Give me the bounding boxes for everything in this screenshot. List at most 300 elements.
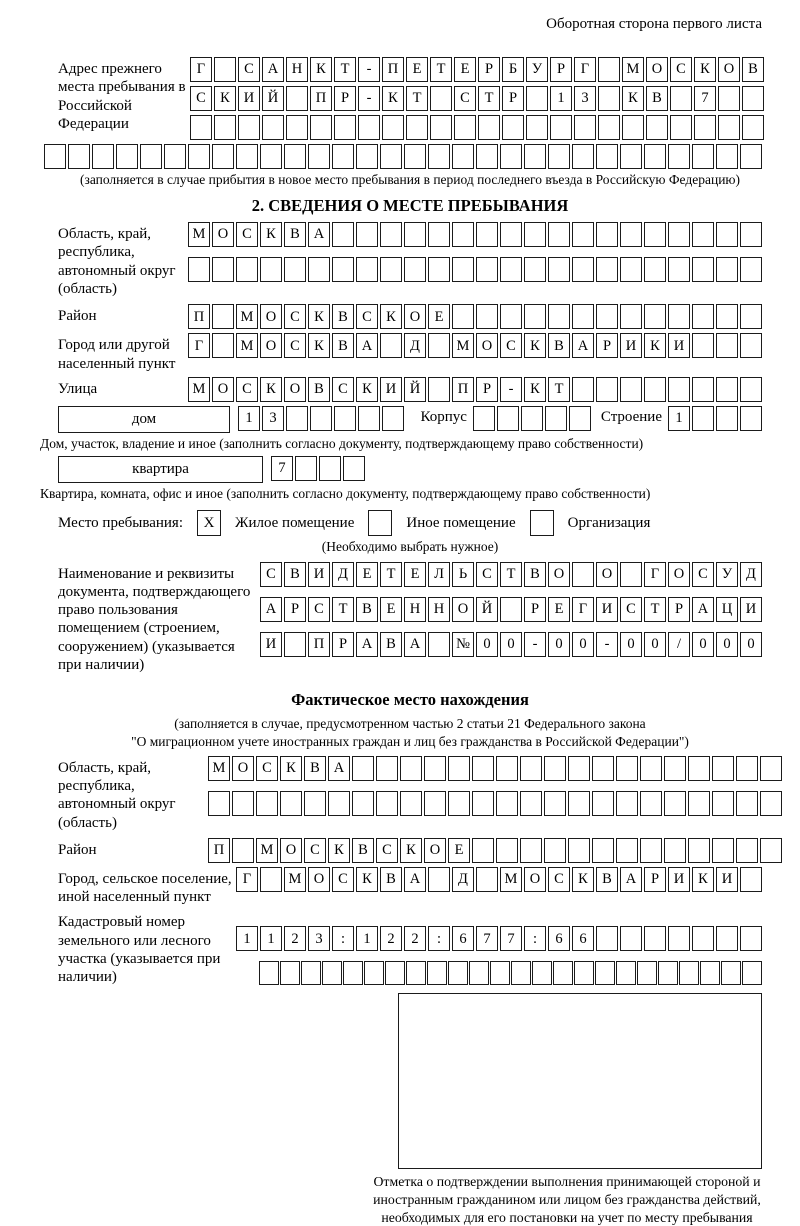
char-box (496, 756, 518, 781)
stroenie-row (668, 406, 762, 431)
char-box (544, 756, 566, 781)
char-box (692, 304, 714, 329)
char-box (716, 333, 738, 358)
char-box (572, 377, 594, 402)
char-box: Р (502, 86, 524, 111)
char-box: О (524, 867, 546, 892)
cadastre-row-1 (236, 926, 762, 951)
char-box: К (280, 756, 302, 781)
char-box: 0 (716, 632, 738, 657)
char-box: Д (404, 333, 426, 358)
char-box (520, 791, 542, 816)
char-box (524, 222, 546, 247)
char-box (670, 86, 692, 111)
char-box (358, 406, 380, 431)
char-box (190, 115, 212, 140)
char-box (500, 257, 522, 282)
char-box (742, 961, 762, 985)
char-box (644, 222, 666, 247)
apartment-row (58, 456, 762, 483)
char-box (740, 144, 762, 169)
char-box (668, 144, 690, 169)
char-box: С (548, 867, 570, 892)
char-box: У (526, 57, 548, 82)
char-box: Т (500, 562, 522, 587)
char-box: К (328, 838, 350, 863)
char-box (476, 304, 498, 329)
char-box (343, 456, 365, 481)
apartment-box: квартира (58, 456, 263, 483)
char-box: Р (668, 597, 690, 622)
char-box: К (356, 867, 378, 892)
char-box (404, 257, 426, 282)
char-box: Р (550, 57, 572, 82)
char-box (712, 791, 734, 816)
char-box: О (424, 838, 446, 863)
char-box: Ь (452, 562, 474, 587)
char-box: В (646, 86, 668, 111)
char-box (319, 456, 341, 481)
char-box: М (188, 222, 210, 247)
char-box (716, 377, 738, 402)
char-box: В (352, 838, 374, 863)
actual-location-title: Фактическое место нахождения (291, 690, 529, 710)
char-box: 7 (476, 926, 498, 951)
char-box: Т (430, 57, 452, 82)
page-header: Оборотная сторона первого листа (546, 16, 762, 32)
char-box (740, 222, 762, 247)
char-box (668, 304, 690, 329)
char-box (664, 791, 686, 816)
char-box: В (742, 57, 764, 82)
char-box (454, 115, 476, 140)
char-box (188, 144, 210, 169)
char-box (553, 961, 573, 985)
char-box: К (644, 333, 666, 358)
char-box (616, 791, 638, 816)
char-box (596, 377, 618, 402)
char-box (476, 222, 498, 247)
char-box: 1 (260, 926, 282, 951)
char-box (620, 377, 642, 402)
char-box (526, 115, 548, 140)
char-box: С (190, 86, 212, 111)
char-box (280, 791, 302, 816)
char-box (428, 257, 450, 282)
char-box: / (668, 632, 690, 657)
char-box (521, 406, 543, 431)
char-box: Д (452, 867, 474, 892)
char-box: И (596, 597, 618, 622)
char-box (760, 791, 782, 816)
char-box (212, 257, 234, 282)
char-box (430, 115, 452, 140)
prev-address-field (58, 57, 762, 140)
char-box: С (236, 377, 258, 402)
apartment-note: Квартира, комната, офис и иное (заполнить согласно документу, подтверждающему право собственности) (40, 486, 651, 502)
char-box: А (328, 756, 350, 781)
char-box (164, 144, 186, 169)
char-box (692, 144, 714, 169)
char-box: О (260, 304, 282, 329)
char-box (692, 222, 714, 247)
char-box: С (670, 57, 692, 82)
char-box (44, 144, 66, 169)
fact-district-field (58, 838, 762, 863)
char-box (428, 333, 450, 358)
char-box (548, 144, 570, 169)
char-box: А (260, 597, 282, 622)
char-box: 1 (668, 406, 690, 431)
char-box: О (280, 838, 302, 863)
char-box (712, 838, 734, 863)
char-box (376, 756, 398, 781)
char-box: И (260, 632, 282, 657)
char-box (620, 926, 642, 951)
char-box (92, 144, 114, 169)
house-row (58, 406, 762, 433)
korpus-label: Корпус (420, 408, 467, 425)
char-box: Е (380, 597, 402, 622)
char-box (544, 838, 566, 863)
char-box (68, 144, 90, 169)
char-box (568, 791, 590, 816)
char-box (644, 377, 666, 402)
house-box: дом (58, 406, 230, 433)
char-box (478, 115, 500, 140)
stay-option-organization-checkbox (530, 510, 554, 536)
char-box: В (304, 756, 326, 781)
char-box: А (356, 632, 378, 657)
char-box: О (596, 562, 618, 587)
char-box: О (232, 756, 254, 781)
char-box: С (256, 756, 278, 781)
char-box (640, 756, 662, 781)
char-box: С (356, 304, 378, 329)
char-box (472, 791, 494, 816)
char-box: Р (334, 86, 356, 111)
char-box: И (620, 333, 642, 358)
char-box: 2 (404, 926, 426, 951)
char-box (428, 222, 450, 247)
char-box: С (260, 562, 282, 587)
street-label: Улица (58, 380, 98, 397)
char-box (592, 791, 614, 816)
char-box: Н (404, 597, 426, 622)
char-box (524, 144, 546, 169)
char-box: 7 (271, 456, 293, 481)
char-box: Р (284, 597, 306, 622)
char-box: Й (262, 86, 284, 111)
char-box (260, 867, 282, 892)
char-box (476, 867, 498, 892)
prev-address-row-3 (190, 115, 764, 140)
char-box (428, 144, 450, 169)
char-box: В (380, 867, 402, 892)
char-box: Т (332, 597, 354, 622)
char-box (574, 115, 596, 140)
char-box: 0 (572, 632, 594, 657)
char-box (668, 257, 690, 282)
char-box (716, 144, 738, 169)
char-box: И (716, 867, 738, 892)
char-box: О (404, 304, 426, 329)
char-box (742, 115, 764, 140)
char-box: О (452, 597, 474, 622)
char-box (500, 304, 522, 329)
char-box (310, 406, 332, 431)
char-box: Й (404, 377, 426, 402)
apartment-number-row (271, 456, 365, 481)
char-box: К (308, 333, 330, 358)
char-box: К (356, 377, 378, 402)
char-box (332, 222, 354, 247)
char-box (524, 257, 546, 282)
char-box: В (548, 333, 570, 358)
char-box: У (716, 562, 738, 587)
char-box (644, 144, 666, 169)
char-box (500, 222, 522, 247)
char-box: О (284, 377, 306, 402)
char-box (284, 632, 306, 657)
char-box (400, 791, 422, 816)
char-box (301, 961, 321, 985)
char-box (760, 838, 782, 863)
char-box (544, 791, 566, 816)
char-box (116, 144, 138, 169)
char-box: М (452, 333, 474, 358)
char-box (448, 756, 470, 781)
char-box: : (428, 926, 450, 951)
char-box (572, 144, 594, 169)
char-box: С (284, 333, 306, 358)
char-box: Е (454, 57, 476, 82)
char-box (352, 756, 374, 781)
char-box: К (524, 377, 546, 402)
char-box: К (260, 377, 282, 402)
fact-city-row (236, 867, 762, 892)
char-box: Е (548, 597, 570, 622)
char-box (496, 838, 518, 863)
char-box (646, 115, 668, 140)
char-box (214, 115, 236, 140)
char-box (688, 838, 710, 863)
char-box (343, 961, 363, 985)
char-box: Е (406, 57, 428, 82)
char-box (688, 791, 710, 816)
char-box: 3 (262, 406, 284, 431)
char-box (668, 377, 690, 402)
char-box: В (332, 333, 354, 358)
char-box (208, 791, 230, 816)
char-box: В (380, 632, 402, 657)
char-box: П (188, 304, 210, 329)
char-box: И (668, 867, 690, 892)
char-box: П (310, 86, 332, 111)
char-box: О (668, 562, 690, 587)
char-box (592, 838, 614, 863)
char-box (448, 791, 470, 816)
char-box (406, 961, 426, 985)
char-box (620, 222, 642, 247)
char-box: К (308, 304, 330, 329)
char-box (616, 756, 638, 781)
stay-option-other-label: Иное помещение (406, 514, 516, 531)
char-box (568, 838, 590, 863)
char-box (620, 144, 642, 169)
char-box: В (332, 304, 354, 329)
char-box: П (452, 377, 474, 402)
char-box: Т (644, 597, 666, 622)
char-box: М (208, 756, 230, 781)
char-box: 3 (308, 926, 330, 951)
char-box: Т (406, 86, 428, 111)
char-box (380, 333, 402, 358)
char-box (740, 257, 762, 282)
char-box: - (596, 632, 618, 657)
char-box (376, 791, 398, 816)
char-box (620, 304, 642, 329)
section2-title: 2. СВЕДЕНИЯ О МЕСТЕ ПРЕБЫВАНИЯ (251, 196, 569, 216)
fact-region-field (58, 756, 762, 832)
char-box: И (308, 562, 330, 587)
char-box (427, 961, 447, 985)
char-box: Н (428, 597, 450, 622)
char-box: 0 (476, 632, 498, 657)
char-box (358, 115, 380, 140)
cadastre-row-2 (236, 961, 762, 985)
char-box (596, 222, 618, 247)
document-field (58, 562, 762, 675)
char-box (622, 115, 644, 140)
char-box: О (212, 377, 234, 402)
char-box (502, 115, 524, 140)
char-box (511, 961, 531, 985)
char-box: И (740, 597, 762, 622)
char-box (364, 961, 384, 985)
char-box (721, 961, 741, 985)
region-row-1 (188, 222, 762, 247)
char-box: А (572, 333, 594, 358)
char-box (295, 456, 317, 481)
char-box: Р (644, 867, 666, 892)
char-box: Д (740, 562, 762, 587)
char-box (214, 57, 236, 82)
char-box (712, 756, 734, 781)
char-box: Е (356, 562, 378, 587)
char-box: М (284, 867, 306, 892)
char-box: Е (404, 562, 426, 587)
char-box: С (308, 597, 330, 622)
char-box: М (236, 333, 258, 358)
char-box: 0 (620, 632, 642, 657)
char-box: Д (332, 562, 354, 587)
char-box: 1 (356, 926, 378, 951)
char-box (596, 304, 618, 329)
char-box (740, 867, 762, 892)
prev-address-row-1 (190, 57, 764, 82)
street-row (188, 377, 762, 402)
stroenie-label: Строение (600, 408, 662, 425)
char-box (212, 333, 234, 358)
char-box (716, 406, 738, 431)
char-box (692, 377, 714, 402)
char-box (322, 961, 342, 985)
char-box: А (620, 867, 642, 892)
char-box: М (256, 838, 278, 863)
char-box: Т (478, 86, 500, 111)
char-box (640, 838, 662, 863)
char-box: О (260, 333, 282, 358)
char-box (472, 756, 494, 781)
char-box (572, 304, 594, 329)
char-box: 1 (550, 86, 572, 111)
char-box: 0 (548, 632, 570, 657)
district-row (188, 304, 762, 329)
char-box (356, 144, 378, 169)
char-box: 0 (644, 632, 666, 657)
city-field (58, 333, 762, 373)
char-box (644, 304, 666, 329)
char-box (406, 115, 428, 140)
char-box (596, 144, 618, 169)
char-box (664, 838, 686, 863)
document-row-3 (256, 632, 762, 657)
char-box (760, 756, 782, 781)
char-box (620, 257, 642, 282)
char-box: 3 (574, 86, 596, 111)
char-box: О (212, 222, 234, 247)
char-box: С (238, 57, 260, 82)
fact-city-label: Город, сельское поселение, иной населенный пункт (58, 870, 232, 906)
char-box: Г (644, 562, 666, 587)
char-box: Н (286, 57, 308, 82)
char-box (212, 304, 234, 329)
korpus-row (473, 406, 591, 431)
char-box: 2 (380, 926, 402, 951)
char-box: К (400, 838, 422, 863)
char-box (670, 115, 692, 140)
char-box: П (208, 838, 230, 863)
char-box: Г (188, 333, 210, 358)
char-box: Й (476, 597, 498, 622)
char-box (572, 257, 594, 282)
char-box (385, 961, 405, 985)
char-box: Р (476, 377, 498, 402)
char-box (679, 961, 699, 985)
fact-city-field (58, 867, 762, 907)
char-box (616, 961, 636, 985)
char-box (304, 791, 326, 816)
document-label: Наименование и реквизиты документа, подтверждающего право пользования помещением (строением, сооружением) (указывается при наличии) (58, 565, 251, 674)
char-box: С (692, 562, 714, 587)
char-box (616, 838, 638, 863)
char-box (736, 756, 758, 781)
char-box (736, 838, 758, 863)
char-box: № (452, 632, 474, 657)
fact-region-row-2 (208, 791, 782, 816)
char-box: Г (190, 57, 212, 82)
char-box: П (308, 632, 330, 657)
char-box (404, 144, 426, 169)
char-box (256, 791, 278, 816)
actual-location-note-2: "О миграционном учете иностранных граждан и лиц без гражданства в Российской Федерации") (131, 733, 689, 749)
char-box: - (358, 86, 380, 111)
char-box (473, 406, 495, 431)
char-box (595, 961, 615, 985)
char-box: К (694, 57, 716, 82)
char-box: В (284, 222, 306, 247)
